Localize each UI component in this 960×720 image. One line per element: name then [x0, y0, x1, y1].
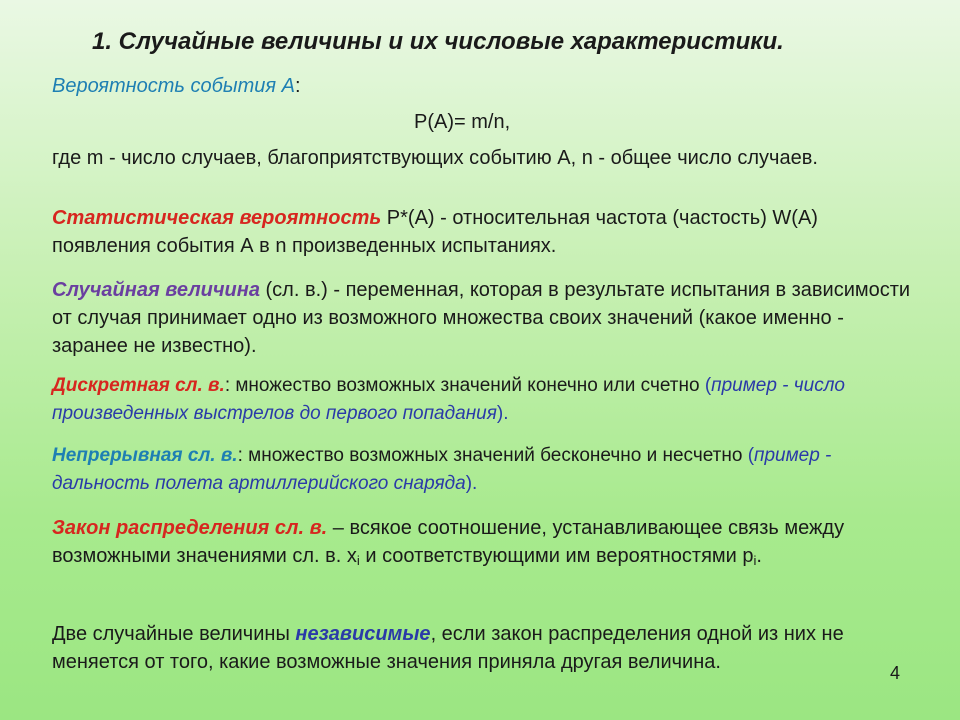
law-text-1: – всякое соотношение, устанавливающее связь между возможными значениями сл. в. x [52, 517, 845, 567]
probability-term: Вероятность события А [52, 75, 295, 97]
statistical-text: Р*(А) - относительная частота (частость) W(А) появления события А в n произведенных испытаниях. [52, 207, 818, 257]
independence-term: независимые [295, 623, 431, 645]
law-subscript-1: i [356, 553, 360, 568]
continuous-term: Непрерывная сл. в. [52, 445, 238, 466]
discrete-example: пример - число произведенных выстрелов до первого попадания [52, 375, 845, 424]
random-variable-definition [52, 276, 922, 360]
continuous-text: : множество возможных значений бесконечно и несчетно [237, 445, 748, 466]
law-term: Закон распределения сл. в. [52, 517, 328, 539]
independence-text-before: Две случайные величины [52, 623, 296, 645]
discrete-term: Дискретная сл. в. [52, 375, 225, 396]
continuous-paren-open: ( [747, 445, 755, 466]
discrete-definition [52, 372, 922, 428]
random-variable-text: (сл. в.) - переменная, которая в результате испытания в зависимости от случая принимает одно из возможного множества своих значений (какое именно - заранее не известно). [52, 279, 911, 357]
continuous-paren-close: ). [465, 473, 478, 494]
law-subscript-2: i [753, 553, 757, 568]
slide-title: 1. Случайные величины и их числовые характеристики. [92, 28, 784, 55]
probability-colon: : [294, 75, 301, 97]
random-variable-term: Случайная величина [52, 279, 260, 301]
probability-explanation: где m - число случаев, благоприятствующих событию А, n - общее число случаев. [52, 147, 818, 169]
continuous-definition [52, 442, 922, 498]
probability-definition [52, 72, 922, 100]
independence-text-after: , если закон распределения одной из них не меняется от того, какие возможные значения приняла другая величина. [52, 623, 844, 673]
discrete-paren-close: ). [496, 403, 509, 424]
distribution-law-definition [52, 514, 902, 570]
statistical-probability [52, 204, 922, 260]
page-number: 4 [890, 663, 901, 683]
statistical-term: Статистическая вероятность [52, 207, 382, 229]
probability-formula: Р(А)= m/n, [414, 111, 511, 133]
independence-definition [52, 620, 902, 676]
continuous-example: пример - дальность полета артиллерийского снаряда [52, 445, 832, 494]
law-text-2: и соответствующими им вероятностями p [359, 545, 754, 567]
discrete-paren-open: ( [704, 375, 712, 396]
law-text-3: . [756, 545, 762, 567]
discrete-text: : множество возможных значений конечно или счетно [224, 375, 705, 396]
